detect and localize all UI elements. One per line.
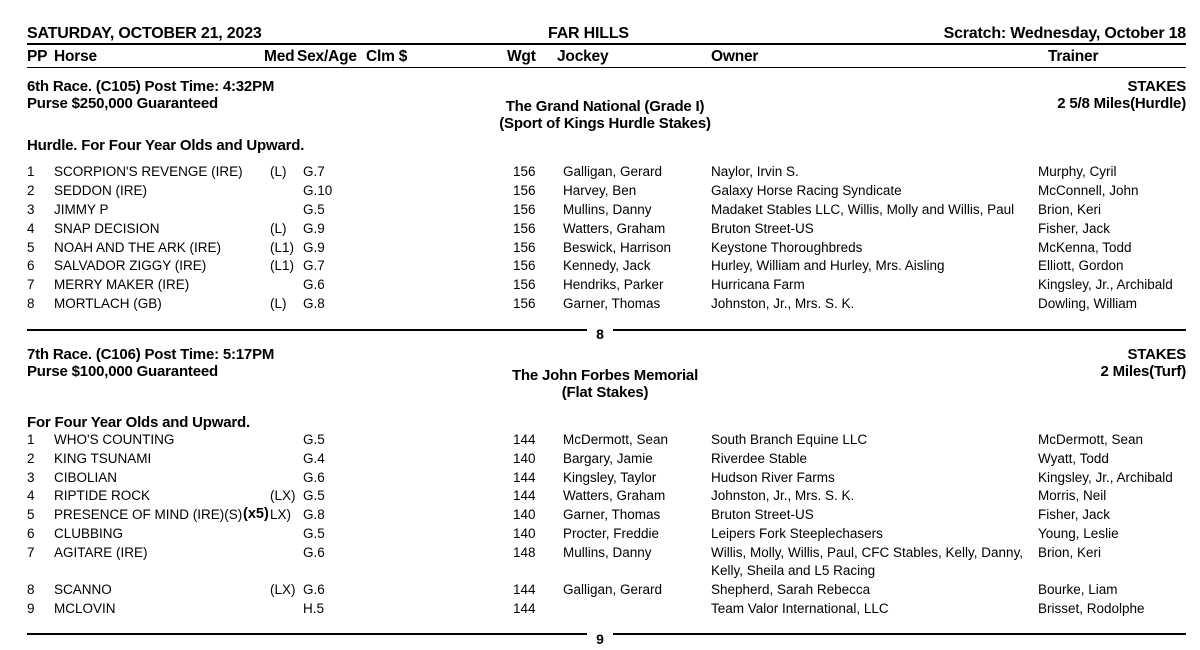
entry-wgt: 156 bbox=[513, 277, 536, 292]
entry-wgt: 156 bbox=[513, 296, 536, 311]
entry-row bbox=[0, 601, 1200, 620]
entry-trainer: Fisher, Jack bbox=[1038, 507, 1111, 522]
race-type: STAKES bbox=[1127, 78, 1186, 95]
race-name: The John Forbes Memorial bbox=[511, 367, 699, 384]
entry-sexage: H.5 bbox=[303, 601, 325, 616]
race-title: 6th Race. (C105) Post Time: 4:32PM bbox=[27, 78, 275, 95]
entry-wgt: 140 bbox=[513, 451, 536, 466]
entry-jockey: Kingsley, Taylor bbox=[563, 470, 657, 485]
entry-horse: CLUBBING bbox=[54, 526, 124, 541]
col-pp: PP bbox=[27, 48, 48, 65]
entry-med: (L1) bbox=[270, 240, 295, 255]
entry-trainer: Kingsley, Jr., Archibald bbox=[1038, 277, 1173, 292]
entry-pp: 3 bbox=[27, 202, 35, 217]
entry-row bbox=[0, 526, 1200, 545]
entry-trainer: Brion, Keri bbox=[1038, 545, 1102, 560]
entry-sexage: G.8 bbox=[303, 507, 325, 522]
entry-med: (LX) bbox=[270, 488, 296, 503]
entry-owner: Hurricana Farm bbox=[711, 277, 805, 292]
entry-sexage: G.7 bbox=[303, 258, 325, 273]
entry-owner: Bruton Street-US bbox=[711, 507, 814, 522]
track-name: FAR HILLS bbox=[548, 25, 629, 42]
race-purse: Purse $100,000 Guaranteed bbox=[27, 363, 218, 380]
entry-owner: Madaket Stables LLC, Willis, Molly and Willis, Paul bbox=[711, 202, 1015, 217]
entry-jockey: Galligan, Gerard bbox=[563, 582, 663, 597]
col-med: Med bbox=[264, 48, 295, 65]
entry-row bbox=[0, 296, 1200, 315]
entry-row bbox=[0, 488, 1200, 507]
entry-sexage: G.5 bbox=[303, 526, 325, 541]
entry-sexage: G.5 bbox=[303, 432, 325, 447]
race-6-field-count: 8 bbox=[596, 326, 604, 342]
race-type: STAKES bbox=[1127, 346, 1186, 363]
entry-wgt: 140 bbox=[513, 526, 536, 541]
race-conditions: For Four Year Olds and Upward. bbox=[27, 414, 250, 431]
entry-horse: SALVADOR ZIGGY (IRE) bbox=[54, 258, 207, 273]
entry-owner: Shepherd, Sarah Rebecca bbox=[711, 582, 871, 597]
entry-pp: 8 bbox=[27, 582, 35, 597]
entry-wgt: 144 bbox=[513, 601, 536, 616]
entry-row bbox=[0, 258, 1200, 277]
entry-sexage: G.4 bbox=[303, 451, 325, 466]
entry-wgt: 156 bbox=[513, 221, 536, 236]
entry-owner: Johnston, Jr., Mrs. S. K. bbox=[711, 296, 855, 311]
race-name-sub: (Sport of Kings Hurdle Stakes) bbox=[499, 115, 711, 132]
entry-row bbox=[0, 432, 1200, 451]
entry-owner: Hurley, William and Hurley, Mrs. Aisling bbox=[711, 258, 945, 273]
entry-horse: KING TSUNAMI bbox=[54, 451, 152, 466]
entry-pp: 5 bbox=[27, 507, 35, 522]
col-jockey: Jockey bbox=[557, 48, 609, 65]
entry-horse: SCORPION'S REVENGE (IRE) bbox=[54, 164, 243, 179]
entry-sexage: G.6 bbox=[303, 277, 325, 292]
entry-trainer: Brion, Keri bbox=[1038, 202, 1102, 217]
race-purse: Purse $250,000 Guaranteed bbox=[27, 95, 218, 112]
entry-row bbox=[0, 183, 1200, 202]
race-7-divider-left bbox=[27, 633, 587, 635]
entry-owner: Galaxy Horse Racing Syndicate bbox=[711, 183, 902, 198]
entry-row bbox=[0, 202, 1200, 221]
entry-pp: 6 bbox=[27, 526, 35, 541]
entry-jockey: Mullins, Danny bbox=[563, 202, 652, 217]
entry-row bbox=[0, 240, 1200, 259]
entry-sexage: G.7 bbox=[303, 164, 325, 179]
entry-trainer: Brisset, Rodolphe bbox=[1038, 601, 1145, 616]
entry-owner: South Branch Equine LLC bbox=[711, 432, 868, 447]
entry-med: (LX) bbox=[270, 582, 296, 597]
entry-trainer: Elliott, Gordon bbox=[1038, 258, 1124, 273]
entry-wgt: 156 bbox=[513, 240, 536, 255]
race-7-divider-right bbox=[613, 633, 1186, 635]
entry-wgt: 140 bbox=[513, 507, 536, 522]
column-rule bbox=[27, 67, 1186, 68]
entry-row bbox=[0, 545, 1200, 578]
entry-sexage: G.10 bbox=[303, 183, 333, 198]
entry-row bbox=[0, 277, 1200, 296]
entry-wgt: 156 bbox=[513, 258, 536, 273]
race-name: The Grand National (Grade I) bbox=[505, 98, 705, 115]
entry-owner: Johnston, Jr., Mrs. S. K. bbox=[711, 488, 855, 503]
entry-pp: 7 bbox=[27, 277, 35, 292]
entry-jockey: Galligan, Gerard bbox=[563, 164, 663, 179]
entry-pp: 5 bbox=[27, 240, 35, 255]
race-distance: 2 Miles(Turf) bbox=[1100, 363, 1186, 380]
entry-row bbox=[0, 164, 1200, 183]
entry-wgt: 156 bbox=[513, 183, 536, 198]
entry-wgt: 144 bbox=[513, 432, 536, 447]
col-trainer: Trainer bbox=[1048, 48, 1099, 65]
entry-horse: PRESENCE OF MIND (IRE)(S) bbox=[54, 507, 243, 522]
entry-trainer: Morris, Neil bbox=[1038, 488, 1107, 503]
entry-badge: (x5) bbox=[243, 506, 269, 522]
race-distance: 2 5/8 Miles(Hurdle) bbox=[1057, 95, 1186, 112]
entry-owner: Bruton Street-US bbox=[711, 221, 814, 236]
entry-wgt: 156 bbox=[513, 202, 536, 217]
entry-pp: 4 bbox=[27, 488, 35, 503]
entry-pp: 3 bbox=[27, 470, 35, 485]
entry-trainer: Bourke, Liam bbox=[1038, 582, 1118, 597]
entry-trainer: McDermott, Sean bbox=[1038, 432, 1144, 447]
entry-owner: Riverdee Stable bbox=[711, 451, 808, 466]
entry-horse: MORTLACH (GB) bbox=[54, 296, 162, 311]
entry-med: (L1) bbox=[270, 258, 295, 273]
entry-owner: Willis, Molly, Willis, Paul, CFC Stables, Kelly, Danny, bbox=[711, 545, 1024, 560]
entry-pp: 8 bbox=[27, 296, 35, 311]
entry-owner: Hudson River Farms bbox=[711, 470, 835, 485]
entry-wgt: 156 bbox=[513, 164, 536, 179]
entry-row bbox=[0, 451, 1200, 470]
entry-row bbox=[0, 507, 1200, 526]
entry-horse: WHO'S COUNTING bbox=[54, 432, 175, 447]
entry-horse: SEDDON (IRE) bbox=[54, 183, 148, 198]
entry-horse: SCANNO bbox=[54, 582, 112, 597]
entry-jockey: Hendriks, Parker bbox=[563, 277, 664, 292]
entry-jockey: Watters, Graham bbox=[563, 488, 666, 503]
entry-sexage: G.6 bbox=[303, 545, 325, 560]
entry-row bbox=[0, 470, 1200, 489]
entry-sexage: G.8 bbox=[303, 296, 325, 311]
entry-med: (L) bbox=[270, 164, 287, 179]
entry-horse: RIPTIDE ROCK bbox=[54, 488, 151, 503]
entry-sexage: G.5 bbox=[303, 488, 325, 503]
entry-sexage: G.5 bbox=[303, 202, 325, 217]
race-6-divider-right bbox=[613, 329, 1186, 331]
entry-pp: 1 bbox=[27, 164, 35, 179]
entry-jockey: Watters, Graham bbox=[563, 221, 666, 236]
race-title: 7th Race. (C106) Post Time: 5:17PM bbox=[27, 346, 275, 363]
entry-row bbox=[0, 221, 1200, 240]
entry-sexage: G.6 bbox=[303, 470, 325, 485]
col-clm: Clm $ bbox=[366, 48, 408, 65]
entry-trainer: McConnell, John bbox=[1038, 183, 1139, 198]
entry-wgt: 144 bbox=[513, 470, 536, 485]
entry-owner: Naylor, Irvin S. bbox=[711, 164, 799, 179]
entry-horse: MCLOVIN bbox=[54, 601, 116, 616]
entry-owner: Keystone Thoroughbreds bbox=[711, 240, 863, 255]
entry-horse: NOAH AND THE ARK (IRE) bbox=[54, 240, 222, 255]
entry-trainer: Dowling, William bbox=[1038, 296, 1138, 311]
entry-horse: SNAP DECISION bbox=[54, 221, 160, 236]
scratch-date: Scratch: Wednesday, October 18 bbox=[943, 25, 1186, 42]
col-horse: Horse bbox=[54, 48, 97, 65]
entry-jockey: Beswick, Harrison bbox=[563, 240, 672, 255]
entry-wgt: 144 bbox=[513, 582, 536, 597]
entry-trainer: Kingsley, Jr., Archibald bbox=[1038, 470, 1173, 485]
entry-sexage: G.6 bbox=[303, 582, 325, 597]
race-conditions: Hurdle. For Four Year Olds and Upward. bbox=[27, 137, 305, 154]
entry-jockey: Bargary, Jamie bbox=[563, 451, 653, 466]
entry-jockey: Kennedy, Jack bbox=[563, 258, 651, 273]
entry-med: (L) bbox=[270, 296, 287, 311]
entry-wgt: 148 bbox=[513, 545, 536, 560]
entry-horse: JIMMY P bbox=[54, 202, 109, 217]
entry-pp: 1 bbox=[27, 432, 35, 447]
entry-med: LX) bbox=[270, 507, 292, 522]
entry-horse: CIBOLIAN bbox=[54, 470, 118, 485]
header-rule bbox=[27, 43, 1186, 45]
entry-horse: MERRY MAKER (IRE) bbox=[54, 277, 190, 292]
entry-jockey: Mullins, Danny bbox=[563, 545, 652, 560]
entry-trainer: Wyatt, Todd bbox=[1038, 451, 1109, 466]
entry-pp: 7 bbox=[27, 545, 35, 560]
entry-owner: Team Valor International, LLC bbox=[711, 601, 889, 616]
entry-owner-cont: Kelly, Sheila and L5 Racing bbox=[711, 563, 876, 578]
page-date: SATURDAY, OCTOBER 21, 2023 bbox=[27, 25, 262, 42]
entry-jockey: McDermott, Sean bbox=[563, 432, 669, 447]
col-wgt: Wgt bbox=[507, 48, 536, 65]
race-name-sub: (Flat Stakes) bbox=[561, 384, 649, 401]
entry-jockey: Procter, Freddie bbox=[563, 526, 660, 541]
entry-pp: 9 bbox=[27, 601, 35, 616]
entry-row bbox=[0, 582, 1200, 601]
entry-jockey: Garner, Thomas bbox=[563, 296, 661, 311]
entry-trainer: Murphy, Cyril bbox=[1038, 164, 1117, 179]
col-sexage: Sex/Age bbox=[297, 48, 357, 65]
entry-trainer: Young, Leslie bbox=[1038, 526, 1119, 541]
entry-pp: 2 bbox=[27, 183, 35, 198]
entry-pp: 4 bbox=[27, 221, 35, 236]
entry-pp: 2 bbox=[27, 451, 35, 466]
entry-trainer: Fisher, Jack bbox=[1038, 221, 1111, 236]
col-owner: Owner bbox=[711, 48, 759, 65]
entry-horse: AGITARE (IRE) bbox=[54, 545, 148, 560]
race-6-divider-left bbox=[27, 329, 587, 331]
entry-sexage: G.9 bbox=[303, 240, 325, 255]
race-7-field-count: 9 bbox=[596, 631, 604, 647]
entry-jockey: Harvey, Ben bbox=[563, 183, 637, 198]
entry-jockey: Garner, Thomas bbox=[563, 507, 661, 522]
entry-trainer: McKenna, Todd bbox=[1038, 240, 1132, 255]
entry-sexage: G.9 bbox=[303, 221, 325, 236]
entry-med: (L) bbox=[270, 221, 287, 236]
entry-wgt: 144 bbox=[513, 488, 536, 503]
entry-owner: Leipers Fork Steeplechasers bbox=[711, 526, 883, 541]
entry-pp: 6 bbox=[27, 258, 35, 273]
